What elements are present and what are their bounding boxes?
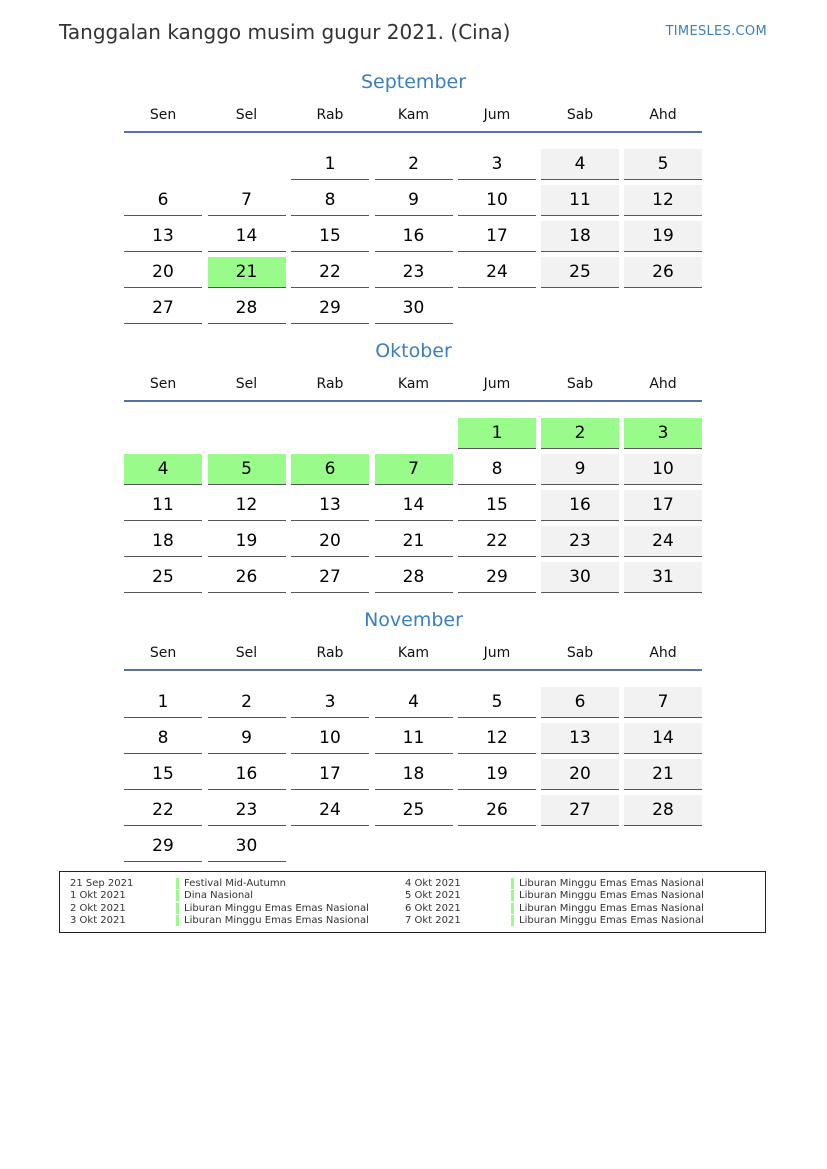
day-cell: 23 [375,257,453,288]
legend-date: 6 Okt 2021 [405,902,461,914]
day-cell: 30 [375,293,453,324]
header-divider [124,131,702,133]
weekday-label: Sel [235,107,258,123]
day-cell: 11 [375,723,453,754]
day-cell: 14 [208,221,286,252]
day-cell: 6 [124,185,202,216]
day-cell: 5 [624,149,702,180]
day-cell: 1 [458,418,536,449]
legend-holiday-name: Dina Nasional [184,890,254,902]
day-cell: 13 [291,490,369,521]
day-cell: 10 [291,723,369,754]
day-cell: 8 [124,723,202,754]
day-cell: 11 [124,490,202,521]
month-name: Oktober [375,340,452,362]
day-cell: 28 [375,562,453,593]
day-cell: 29 [124,831,202,862]
day-cell: 3 [458,149,536,180]
day-cell: 18 [124,526,202,557]
legend-holiday-name: Festival Mid-Autumn [184,878,286,889]
legend-holiday-name: Liburan Minggu Emas Emas Nasional [519,902,704,914]
header-divider [124,669,702,671]
day-cell: 30 [541,562,619,593]
day-cell: 27 [124,293,202,324]
weekday-label: Rab [316,107,344,123]
day-cell: 19 [208,526,286,557]
weekday-label: Sen [149,645,177,661]
holiday-legend [59,871,766,933]
legend-holiday-name: Liburan Minggu Emas Emas Nasional [519,914,704,926]
day-cell: 29 [458,562,536,593]
weekday-label: Jum [483,376,511,392]
day-cell: 16 [375,221,453,252]
legend-date: 2 Okt 2021 [70,902,126,914]
day-cell: 9 [208,723,286,754]
weekday-label: Rab [316,376,344,392]
weekday-label: Ahd [649,107,677,123]
day-cell: 23 [541,526,619,557]
day-cell: 9 [375,185,453,216]
legend-date: 3 Okt 2021 [70,914,126,926]
weekday-header [121,645,705,663]
day-cell: 24 [624,526,702,557]
legend-holiday-name: Liburan Minggu Emas Emas Nasional [184,914,369,926]
weekday-label: Sen [149,107,177,123]
legend-color-marker [511,890,514,901]
day-cell: 2 [541,418,619,449]
day-cell: 8 [458,454,536,485]
day-cell: 28 [624,795,702,826]
day-cell: 22 [124,795,202,826]
weekday-label: Sab [566,107,594,123]
day-cell: 27 [541,795,619,826]
weekday-label: Sab [566,645,594,661]
day-cell: 3 [624,418,702,449]
day-cell: 16 [541,490,619,521]
day-cell: 11 [541,185,619,216]
legend-color-marker [511,915,514,926]
weekday-label: Kam [397,645,430,661]
day-cell: 4 [375,687,453,718]
day-cell: 1 [124,687,202,718]
legend-color-marker [511,878,514,889]
day-cell: 4 [541,149,619,180]
day-cell: 7 [208,185,286,216]
weekday-label: Rab [316,645,344,661]
day-cell: 13 [124,221,202,252]
weekday-header [121,107,705,125]
legend-color-marker [176,903,179,914]
day-cell: 17 [458,221,536,252]
day-cell: 12 [208,490,286,521]
legend-color-marker [176,915,179,926]
brand-link[interactable]: TIMESLES.COM [665,24,767,39]
legend-holiday-name: Liburan Minggu Emas Emas Nasional [519,890,704,902]
day-cell: 30 [208,831,286,862]
day-cell: 31 [624,562,702,593]
day-cell: 5 [458,687,536,718]
day-cell: 13 [541,723,619,754]
day-cell: 27 [291,562,369,593]
weekday-label: Sab [566,376,594,392]
page-title: Tanggalan kanggo musim gugur 2021. (Cina) [59,20,511,44]
day-cell: 15 [458,490,536,521]
weekday-label: Kam [397,376,430,392]
day-cell: 17 [624,490,702,521]
day-cell: 24 [458,257,536,288]
day-cell: 21 [208,257,286,288]
weekday-label: Jum [483,645,511,661]
day-cell: 16 [208,759,286,790]
day-cell: 20 [291,526,369,557]
weekday-label: Ahd [649,376,677,392]
legend-date: 5 Okt 2021 [405,890,461,902]
day-cell: 26 [208,562,286,593]
month-name: November [364,609,463,631]
day-cell: 21 [624,759,702,790]
day-cell: 2 [208,687,286,718]
legend-color-marker [511,903,514,914]
weekday-header [121,376,705,394]
day-cell: 14 [624,723,702,754]
day-cell: 19 [458,759,536,790]
month-name: September [360,71,467,93]
day-cell: 29 [291,293,369,324]
day-cell: 7 [624,687,702,718]
day-cell: 9 [541,454,619,485]
day-cell: 15 [291,221,369,252]
day-cell: 28 [208,293,286,324]
day-cell: 22 [291,257,369,288]
day-cell: 3 [291,687,369,718]
day-cell: 25 [541,257,619,288]
day-cell: 21 [375,526,453,557]
day-cell: 20 [541,759,619,790]
header-divider [124,400,702,402]
day-cell: 20 [124,257,202,288]
legend-date: 4 Okt 2021 [405,878,461,889]
day-cell: 19 [624,221,702,252]
day-cell: 10 [624,454,702,485]
day-cell: 4 [124,454,202,485]
day-cell: 22 [458,526,536,557]
weekday-label: Sel [235,645,258,661]
day-cell: 26 [624,257,702,288]
day-cell: 24 [291,795,369,826]
day-cell: 5 [208,454,286,485]
legend-holiday-name: Liburan Minggu Emas Emas Nasional [519,878,704,889]
weekday-label: Ahd [649,645,677,661]
day-cell: 25 [375,795,453,826]
legend-color-marker [176,890,179,901]
day-cell: 14 [375,490,453,521]
day-cell: 25 [124,562,202,593]
day-cell: 2 [375,149,453,180]
day-cell: 15 [124,759,202,790]
day-cell: 23 [208,795,286,826]
day-cell: 8 [291,185,369,216]
legend-date: 21 Sep 2021 [70,878,134,889]
legend-color-marker [176,878,179,889]
day-cell: 10 [458,185,536,216]
day-cell: 12 [458,723,536,754]
day-cell: 6 [291,454,369,485]
legend-holiday-name: Liburan Minggu Emas Emas Nasional [184,902,369,914]
legend-date: 7 Okt 2021 [405,914,461,926]
day-cell: 6 [541,687,619,718]
day-cell: 1 [291,149,369,180]
weekday-label: Jum [483,107,511,123]
day-cell: 17 [291,759,369,790]
weekday-label: Sel [235,376,258,392]
weekday-label: Kam [397,107,430,123]
day-cell: 18 [375,759,453,790]
day-cell: 7 [375,454,453,485]
weekday-label: Sen [149,376,177,392]
day-cell: 26 [458,795,536,826]
legend-date: 1 Okt 2021 [70,890,126,902]
day-cell: 12 [624,185,702,216]
day-cell: 18 [541,221,619,252]
